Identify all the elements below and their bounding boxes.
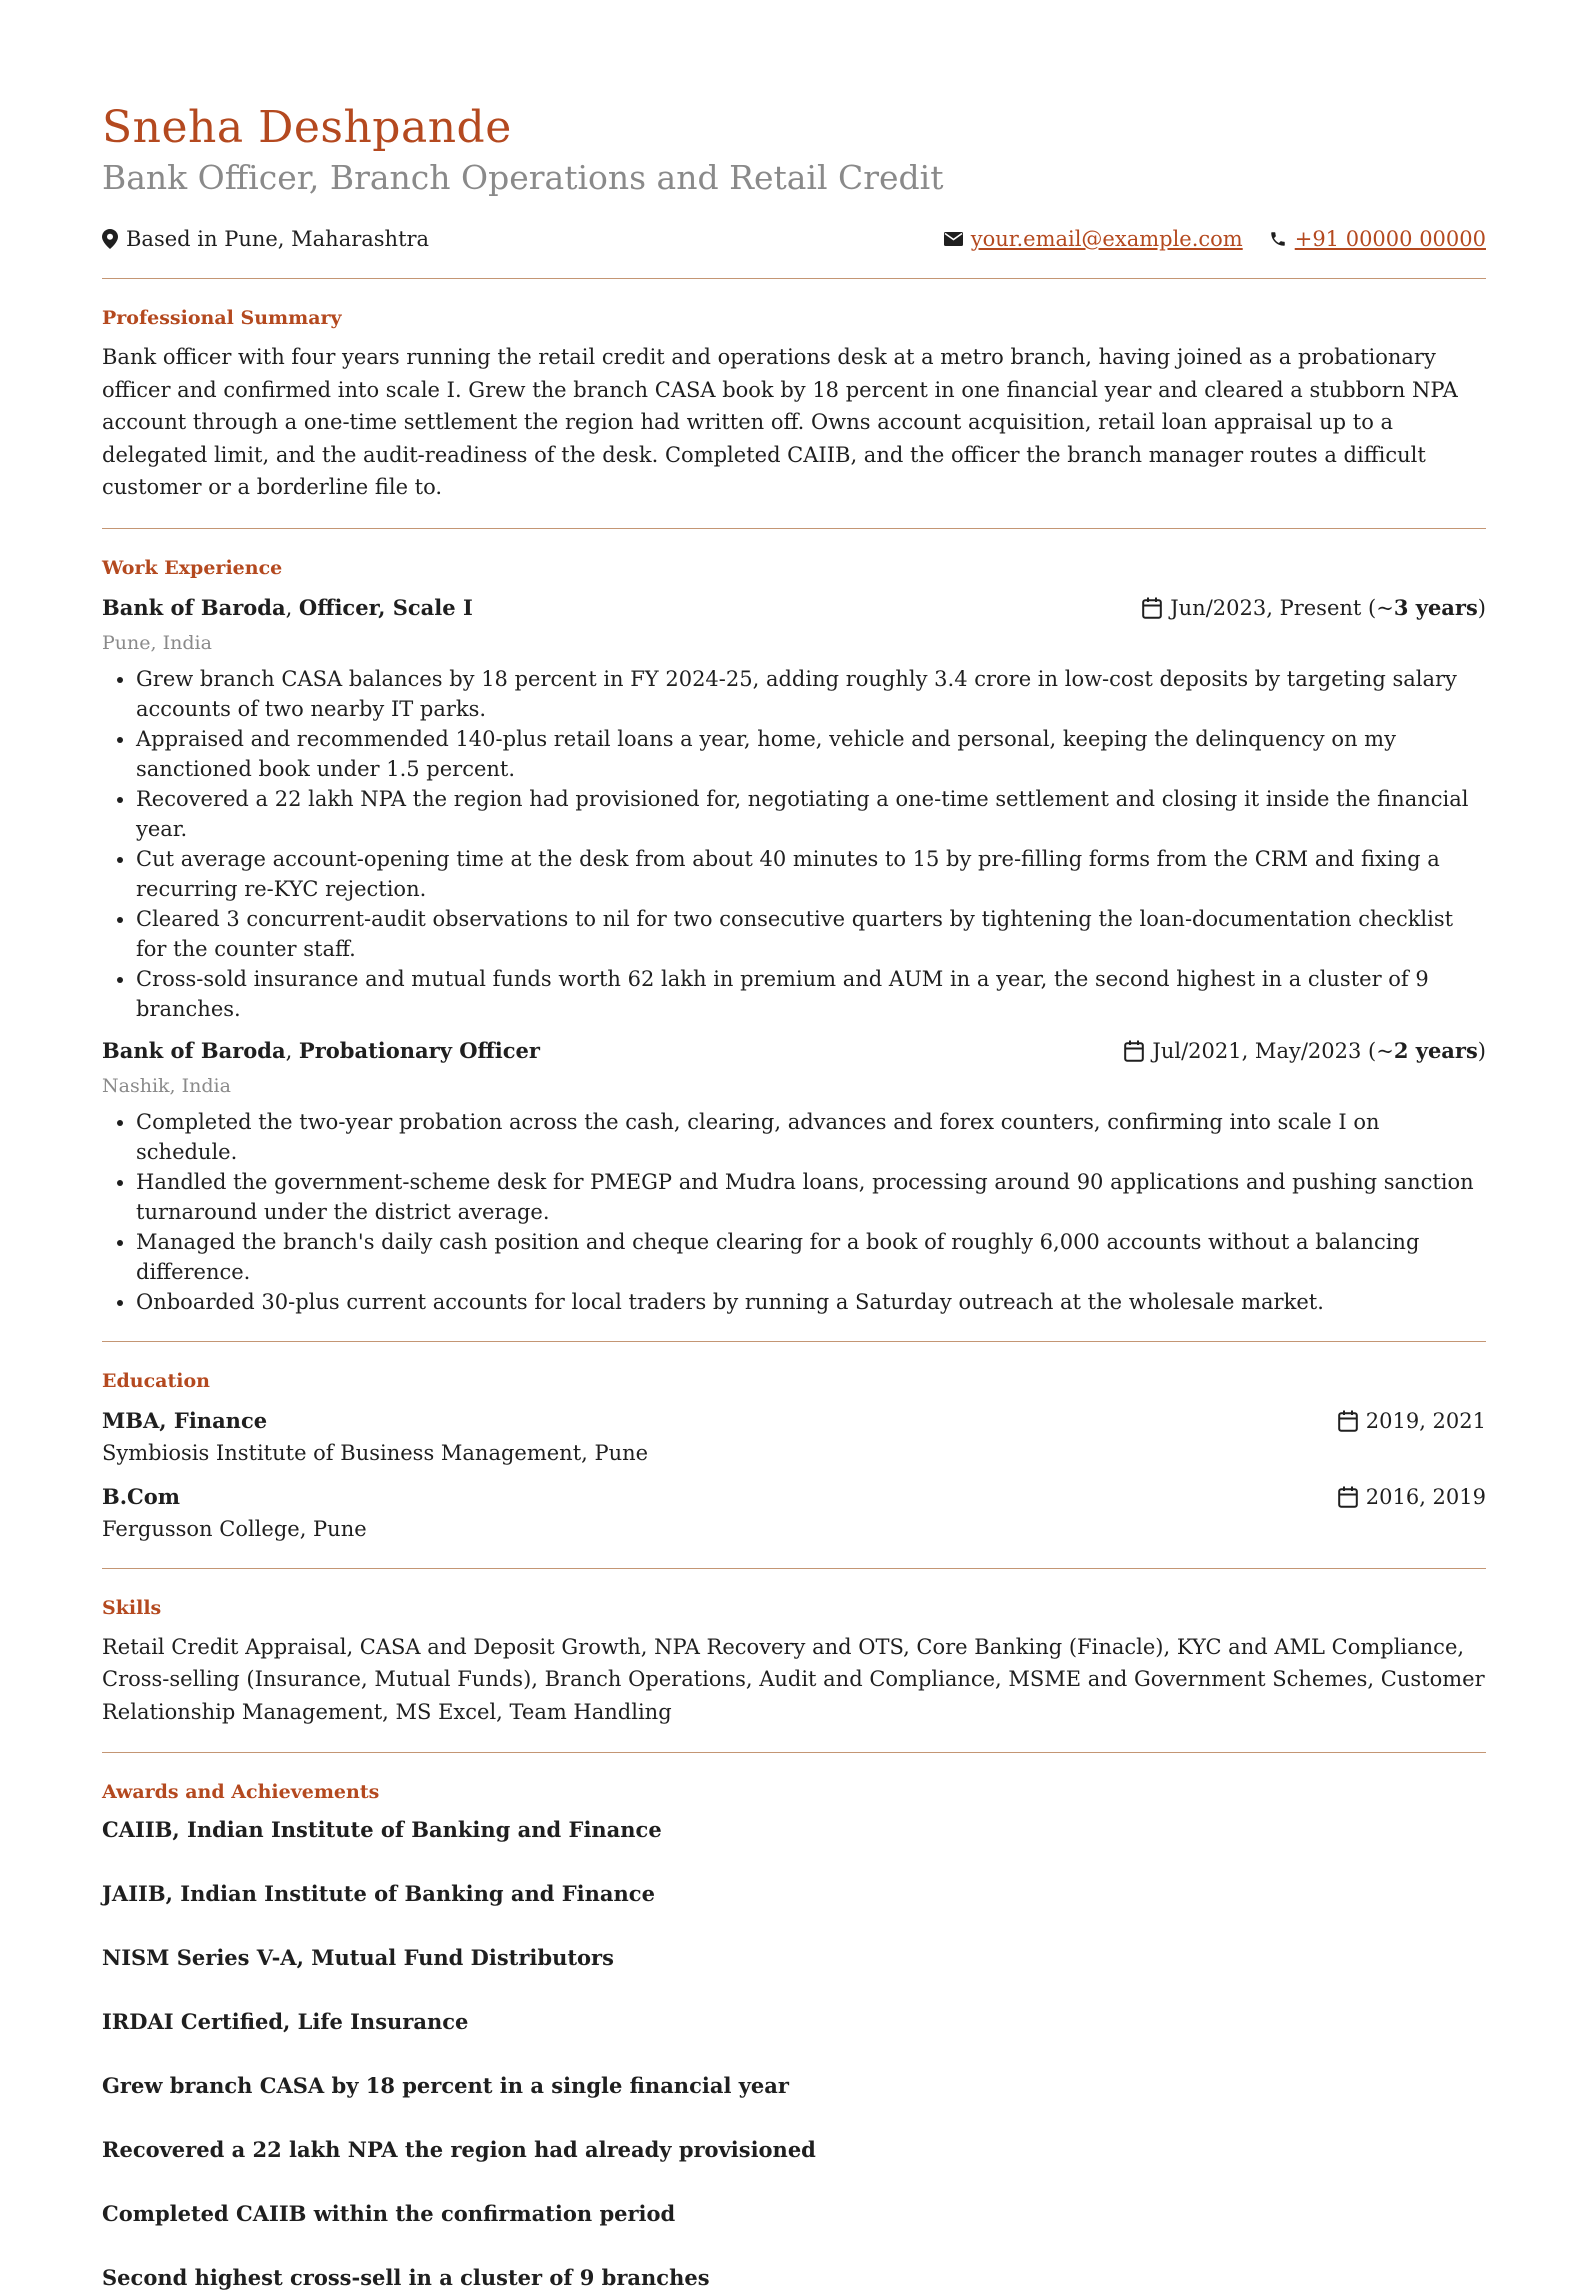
- job-bullet: • Managed the branch's daily cash position and cheque clearing for a book of roughly 6,000 accounts without a balancing difference.: [136, 1227, 1486, 1287]
- calendar-icon: [1124, 1040, 1144, 1062]
- job-bullet: • Recovered a 22 lakh NPA the region had provisioned for, negotiating a one-time settlement and closing it inside the financial year.: [136, 784, 1486, 844]
- award-item: Grew branch CASA by 18 percent in a single financial year: [102, 2073, 789, 2098]
- job-role: Probationary Officer: [298, 1037, 540, 1063]
- map-pin-icon: [102, 229, 118, 249]
- job-bullet: • Handled the government-scheme desk for PMEGP and Mudra loans, processing around 90 applications and pushing sanction turnaround under the district average.: [136, 1167, 1486, 1227]
- contact-left: [102, 227, 429, 251]
- divider: [102, 528, 1486, 529]
- section-title-summary: Professional Summary: [102, 307, 342, 329]
- award-item: Completed CAIIB within the confirmation period: [102, 2201, 676, 2226]
- email-link[interactable]: your.email@example.com: [970, 227, 1243, 251]
- job-header: [102, 1034, 1486, 1068]
- job-bullet: • Cross-sold insurance and mutual funds worth 62 lakh in premium and AUM in a year, the second highest in a cluster of 9 branches.: [136, 964, 1486, 1024]
- section-title-skills: Skills: [102, 1596, 162, 1619]
- job-location: Nashik, India: [102, 1074, 231, 1097]
- phone-item: [1269, 227, 1486, 251]
- job-date-close: ): [1477, 1038, 1486, 1063]
- job-duration: 2 years: [1393, 1037, 1478, 1063]
- award-item: NISM Series V-A, Mutual Fund Distributors: [102, 1945, 614, 1970]
- divider: [102, 1752, 1486, 1753]
- job-bullet: • Grew branch CASA balances by 18 percent in FY 2024-25, adding roughly 3.4 crore in low-cost deposits by targeting salary accounts of two nearby IT parks.: [136, 664, 1486, 724]
- calendar-icon: [1338, 1410, 1358, 1432]
- job-bullet: • Cut average account-opening time at the desk from about 40 minutes to 15 by pre-filling forms from the CRM and fixing a recurring re-KYC rejection.: [136, 844, 1486, 904]
- job-org: Bank of Baroda: [102, 594, 286, 620]
- divider: [102, 278, 1486, 279]
- section-title-awards: Awards and Achievements: [102, 1781, 380, 1803]
- education-school: Fergusson College, Pune: [102, 1516, 367, 1541]
- calendar-icon: [1142, 597, 1162, 619]
- section-title-experience: Work Experience: [102, 556, 283, 579]
- job-date-range: Jun/2023, Present (~: [1170, 595, 1394, 620]
- education-school: Symbiosis Institute of Business Management, Pune: [102, 1440, 649, 1465]
- award-item: Recovered a 22 lakh NPA the region had already provisioned: [102, 2137, 816, 2162]
- award-item: Second highest cross-sell in a cluster of 9 branches: [102, 2265, 710, 2290]
- education-header: [102, 1480, 1486, 1514]
- job-date-range: Jul/2021, May/2023 (~: [1152, 1038, 1394, 1063]
- skills-section: [102, 1595, 1486, 1729]
- candidate-name: Sneha Deshpande: [102, 102, 512, 153]
- job-location: Pune, India: [102, 631, 212, 654]
- education-date-text: 2016, 2019: [1365, 1484, 1486, 1509]
- job-role: Officer, Scale I: [298, 594, 473, 620]
- education-dates: [1338, 1404, 1486, 1438]
- education-dates: [1338, 1480, 1486, 1514]
- summary-section: [102, 305, 1486, 504]
- job-duration: 3 years: [1393, 594, 1478, 620]
- job-org: Bank of Baroda: [102, 1037, 286, 1063]
- summary-text: Bank officer with four years running the retail credit and operations desk at a metro branch, having joined as a probationary officer and confirmed into scale I. Grew the branch CASA book by 18 percent in one financial year and cleared a stubborn NPA account through a one-time settlement the region had written off. Owns account acquisition, retail loan appraisal up to a delegated limit, and the audit-readiness of the desk. Completed CAIIB, and the officer the branch manager routes a difficult customer or a borderline file to.: [102, 345, 1458, 499]
- email-item: [944, 227, 1243, 251]
- award-item: JAIIB, Indian Institute of Banking and Finance: [102, 1881, 655, 1906]
- job-dates: [1124, 1034, 1486, 1068]
- job-bullet: • Completed the two-year probation across the cash, clearing, advances and forex counters, confirming into scale I on schedule.: [136, 1107, 1486, 1167]
- job-entry: [102, 1034, 1486, 1317]
- divider: [102, 1341, 1486, 1342]
- job-bullet: • Appraised and recommended 140-plus retail loans a year, home, vehicle and personal, keeping the delinquency on my sanctioned book under 1.5 percent.: [136, 724, 1486, 784]
- experience-section: [102, 555, 1486, 1317]
- job-bullet: • Cleared 3 concurrent-audit observations to nil for two consecutive quarters by tightening the loan-documentation checklist for the counter staff.: [136, 904, 1486, 964]
- award-item: CAIIB, Indian Institute of Banking and Finance: [102, 1817, 662, 1842]
- contact-right: [918, 227, 1486, 251]
- job-header: [102, 591, 1486, 625]
- location-text: Based in Pune, Maharashtra: [126, 227, 430, 251]
- awards-section: [102, 1779, 1486, 2293]
- education-degree: MBA, Finance: [102, 1407, 268, 1433]
- job-dates: [1142, 591, 1486, 625]
- contact-row: [102, 224, 1486, 254]
- education-section: [102, 1368, 1486, 1544]
- job-bullet: • Onboarded 30-plus current accounts for local traders by running a Saturday outreach at the wholesale market.: [136, 1287, 1486, 1317]
- phone-link[interactable]: +91 00000 00000: [1294, 227, 1486, 251]
- divider: [102, 1568, 1486, 1569]
- job-title: Bank of Baroda, Officer, Scale I: [102, 594, 473, 620]
- job-date-close: ): [1477, 595, 1486, 620]
- job-bullets: [102, 664, 1486, 1024]
- education-header: [102, 1404, 1486, 1438]
- calendar-icon: [1338, 1486, 1358, 1508]
- section-title-education: Education: [102, 1369, 210, 1392]
- job-entry: [102, 591, 1486, 1024]
- location-item: [102, 227, 429, 251]
- candidate-headline: Bank Officer, Branch Operations and Retail Credit: [102, 158, 944, 197]
- education-degree: B.Com: [102, 1483, 181, 1509]
- education-date-text: 2019, 2021: [1365, 1408, 1486, 1433]
- job-title: Bank of Baroda, Probationary Officer: [102, 1037, 540, 1063]
- skills-text: Retail Credit Appraisal, CASA and Deposit Growth, NPA Recovery and OTS, Core Banking (Finacle), KYC and AML Compliance, Cross-selling (Insurance, Mutual Funds), Branch Operations, Audit and Compliance, MSME and Government Schemes, Customer Relationship Management, MS Excel, Team Handling: [102, 1634, 1485, 1724]
- phone-icon: [1269, 230, 1287, 248]
- envelope-icon: [944, 232, 963, 246]
- job-bullets: [102, 1107, 1486, 1317]
- award-item: IRDAI Certified, Life Insurance: [102, 2009, 469, 2034]
